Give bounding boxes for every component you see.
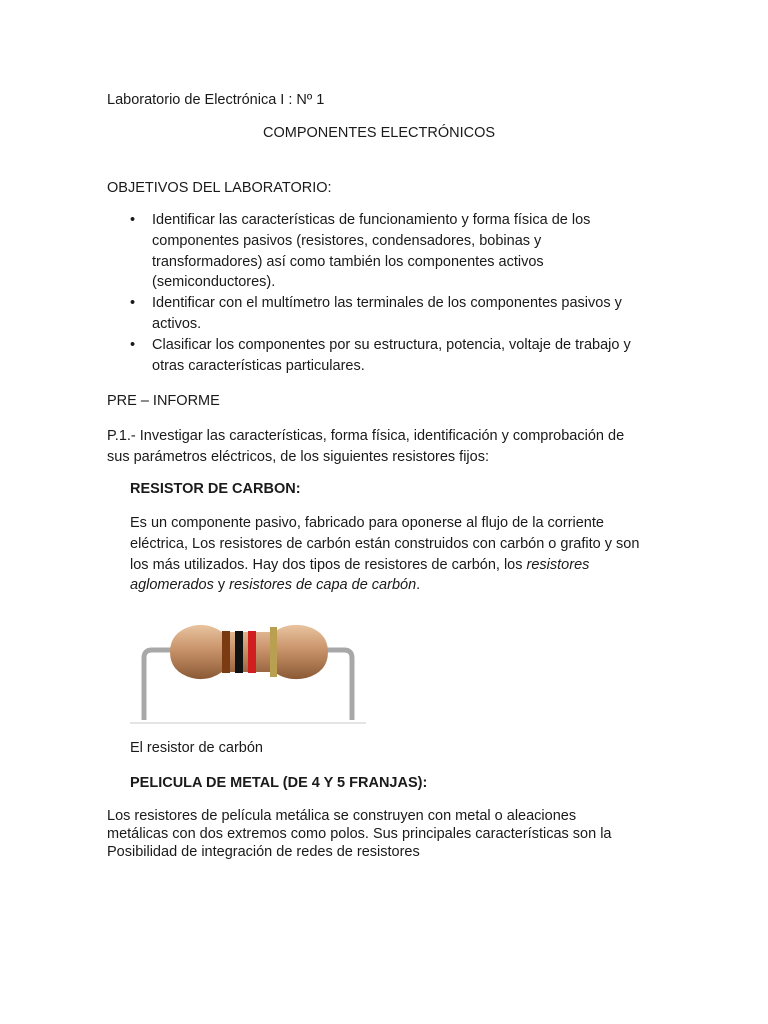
objective-item: • Identificar las características de funcionamiento y forma física de los componentes pasivos (resistores, condensadores, bobinas y transformadores) así como también los componentes activos (semiconductores). (130, 212, 591, 291)
color-band-4 (270, 627, 277, 677)
objective-item: • Identificar con el multímetro las terminales de los componentes pasivos y activos. (130, 295, 622, 332)
carbon-paragraph: Es un componente pasivo, fabricado para oponerse al flujo de la corriente eléctrica, Los resistores de carbón están construidos con carbón o grafito y son los más utilizados. Hay dos tipos de resistores de carbón, los resistores aglomerados y resistores de capa de carbón. (130, 515, 640, 594)
carbon-resistor-image (130, 608, 366, 724)
p1-paragraph: P.1.- Investigar las características, forma física, identificación y comprobación de sus parámetros eléctricos, de los siguientes resistores fijos: (107, 428, 625, 465)
objectives-list (130, 210, 650, 376)
metal-film-paragraph: Los resistores de película metálica se construyen con metal o aleaciones metálicas con dos extremos como polos. Sus principales características son la Posibilidad de integración de redes de resistores (107, 808, 612, 860)
color-band-3 (248, 631, 256, 673)
color-band-1 (222, 631, 230, 673)
pre-report-heading: PRE – INFORME (107, 393, 220, 409)
lab-title: Laboratorio de Electrónica I : Nº 1 (107, 92, 325, 108)
metal-film-heading: PELICULA DE METAL (DE 4 Y 5 FRANJAS): (130, 775, 428, 791)
bullet-icon: • (130, 212, 136, 228)
bullet-icon: • (130, 295, 136, 312)
document-title: COMPONENTES ELECTRÓNICOS (263, 125, 496, 141)
objective-item: • Clasificar los componentes por su estructura, potencia, voltaje de trabajo y otras características particulares. (130, 336, 631, 374)
color-band-2 (235, 631, 243, 673)
objectives-heading: OBJETIVOS DEL LABORATORIO: (107, 180, 332, 196)
carbon-resistor-heading: RESISTOR DE CARBON: (130, 481, 301, 497)
bullet-icon: • (130, 336, 136, 353)
image-caption: El resistor de carbón (130, 740, 263, 756)
